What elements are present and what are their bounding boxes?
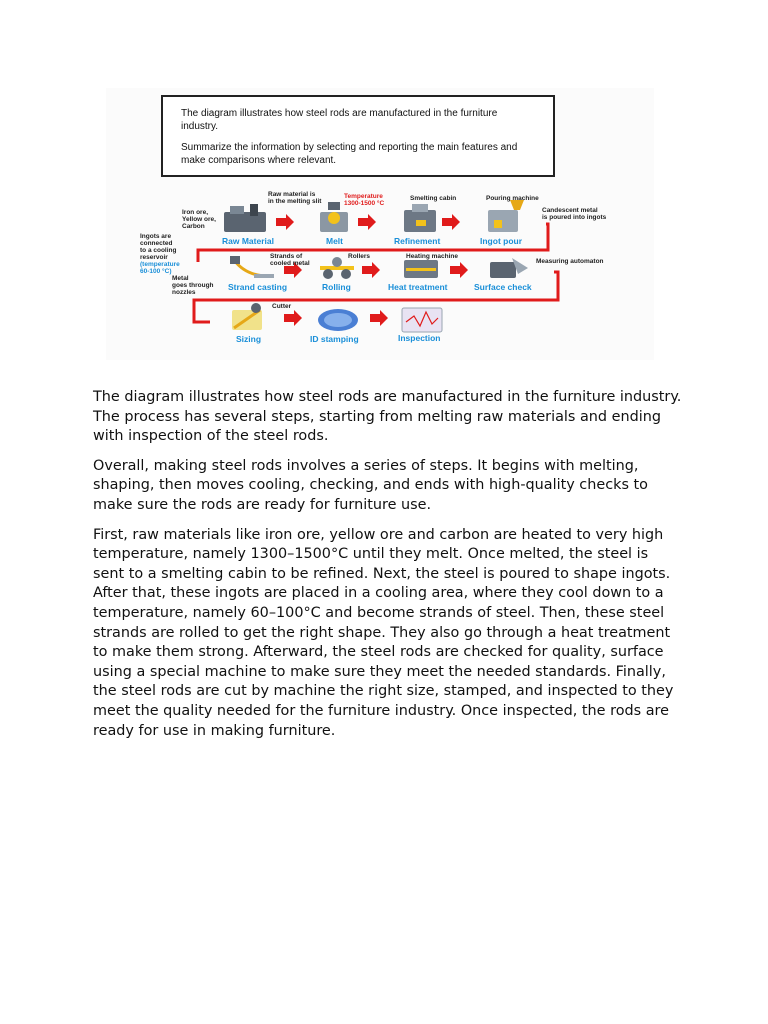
note-rollers: Rollers: [348, 253, 371, 260]
strand-casting-machine-icon: [230, 256, 274, 278]
note-temperature-2: 1300-1500 °C: [344, 200, 385, 207]
note-measuring-automaton: Measuring automaton: [536, 258, 604, 265]
arrow-icon: [276, 214, 294, 230]
essay-paragraph-3: First, raw materials like iron ore, yellow ore and carbon are heated to very high temperature, namely 1300–1500°C until they melt. Once melted, the steel is sent to a smelting cabin to be refined. Next, the steel is poured to shape ingots. After that, these ingots are placed in a cooling area, where they cool down to a temperature, namely 60–100°C and become strands of steel. Then, these steel strands are rolled to get the right shape. They also go through a heat treatment to make them strong. Afterward, the steel rods are checked for quality, surface using a special machine to make sure they meet the needed standards. Finally, the steel rods are cut by machine the right size, stamped, and inspected to they meet the quality needed for the furniture industry. Once inspected, the rods are ready for use in making furniture.: [93, 526, 674, 739]
note-smelting-cabin: Smelting cabin: [410, 195, 457, 202]
step-label-strand-casting: Strand casting: [228, 282, 288, 292]
note-pouring-machine: Pouring machine: [486, 195, 539, 202]
arrow-icon: [284, 310, 302, 326]
essay-paragraph-2: Overall, making steel rods involves a series of steps. It begins with melting, shaping, then moves cooling, checking, and ends with high-quality checks to make sure the rods are ready for furniture use.: [93, 457, 648, 513]
note-temperature-1: Temperature: [344, 193, 383, 200]
note-heating-machine: Heating machine: [406, 253, 459, 260]
essay-paragraph-1: The diagram illustrates how steel rods are manufactured in the furniture industry. The process has several steps, starting from melting raw materials and ending with inspection of the steel rods.: [93, 389, 682, 445]
note-carbon: Carbon: [182, 223, 205, 230]
note-strands-2: cooled metal: [270, 260, 310, 267]
note-metal-3: nozzles: [172, 289, 196, 296]
inspection-monitor-icon: [402, 308, 442, 332]
note-ingots-2: connected: [140, 240, 173, 247]
surface-check-machine-icon: [490, 258, 528, 278]
task-text-1: The diagram illustrates how steel rods are manufactured in the furniture industry.: [181, 108, 498, 132]
ingot-pour-machine-icon: [488, 200, 524, 232]
step-label-surface-check: Surface check: [474, 282, 532, 292]
task-text-2: Summarize the information by selecting and reporting the main features and make comparisons where relevant.: [181, 142, 518, 166]
refinement-machine-icon: [404, 204, 436, 232]
note-ingots-6: 60-100 °C): [140, 268, 172, 275]
step-label-melt: Melt: [326, 236, 343, 246]
id-stamping-icon: [318, 309, 358, 331]
note-metal-2: goes through: [172, 282, 214, 289]
note-candescent-2: is poured into ingots: [542, 214, 607, 221]
task-instructions-box: [161, 95, 555, 177]
step-label-heat-treatment: Heat treatment: [388, 282, 448, 292]
heat-treatment-machine-icon: [404, 260, 438, 278]
note-strands-1: Strands of: [270, 253, 303, 260]
arrow-icon: [362, 262, 380, 278]
process-diagram-figure: [106, 88, 654, 360]
manufacturing-flow-diagram: [106, 184, 654, 360]
note-ingots-3: to a cooling: [140, 247, 177, 254]
step-label-inspection: Inspection: [398, 333, 441, 343]
rolling-machine-icon: [320, 257, 354, 279]
step-label-refinement: Refinement: [394, 236, 441, 246]
note-ingots-1: Ingots are: [140, 233, 172, 240]
note-ingots-4: reservoir: [140, 254, 168, 261]
arrow-icon: [370, 310, 388, 326]
sizing-machine-icon: [232, 303, 262, 330]
step-label-ingot-pour: Ingot pour: [480, 236, 523, 246]
step-label-raw-material: Raw Material: [222, 236, 274, 246]
note-cutter: Cutter: [272, 303, 292, 310]
essay-text: [93, 388, 683, 751]
step-label-sizing: Sizing: [236, 334, 262, 344]
raw-material-machine-icon: [224, 204, 266, 232]
note-iron-ore: Iron ore,: [182, 209, 209, 216]
arrow-icon: [442, 214, 460, 230]
note-raw-in-slit-1: Raw material is: [268, 191, 316, 198]
note-ingots-5: (temperature: [140, 261, 180, 268]
note-candescent-1: Candescent metal: [542, 207, 598, 214]
arrows-row-2: [284, 262, 468, 278]
arrow-icon: [450, 262, 468, 278]
arrow-icon: [358, 214, 376, 230]
note-yellow-ore: Yellow ore,: [182, 216, 216, 223]
step-label-rolling: Rolling: [322, 282, 351, 292]
step-label-id-stamping: ID stamping: [310, 334, 359, 344]
note-raw-in-slit-2: in the melting slit: [268, 198, 322, 205]
note-metal-1: Metal: [172, 275, 189, 282]
